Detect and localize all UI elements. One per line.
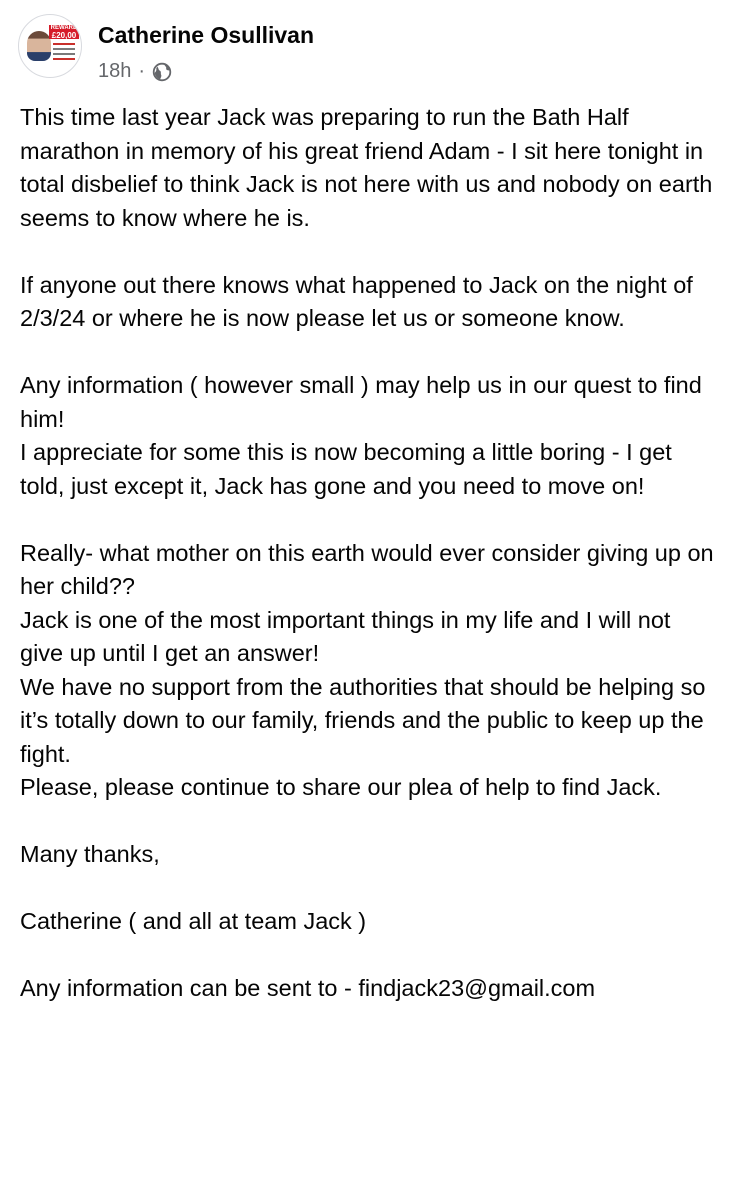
post-line: Please, please continue to share our plea of help to find Jack. bbox=[20, 774, 662, 800]
contact-line[interactable]: Any information can be sent to - findjack23@gmail.com bbox=[20, 975, 596, 1001]
meta-separator: · bbox=[138, 60, 146, 82]
paragraph-gap bbox=[20, 939, 720, 973]
post-line: If anyone out there knows what happened to Jack on the night of 2/3/24 or where he is now please let us or someone know. bbox=[20, 271, 693, 331]
paragraph-gap bbox=[20, 235, 720, 269]
post-line: This time last year Jack was preparing to run the Bath Half marathon in memory of his great friend Adam - I sit here tonight in total disbelief to think Jack is not here with us and nobody on earth seems to know where he is. bbox=[20, 104, 713, 231]
avatar-reward-badge bbox=[49, 25, 79, 39]
post-line: Catherine ( and all at team Jack ) bbox=[20, 908, 367, 934]
avatar-reward-label: REWARD bbox=[50, 25, 78, 31]
post-line: We have no support from the authorities that should be helping so it’s totally down to our family, friends and the public to keep up the fight. bbox=[20, 673, 706, 767]
globe-icon[interactable] bbox=[152, 62, 172, 82]
paragraph-gap bbox=[20, 336, 720, 370]
post-line: Any information ( however small ) may help us in our quest to find him! bbox=[20, 372, 702, 432]
post-header bbox=[18, 14, 718, 94]
avatar-photo bbox=[27, 31, 51, 61]
avatar-reward-amount: £20,00 bbox=[51, 31, 77, 40]
post-body bbox=[20, 101, 720, 1006]
author-name[interactable]: Catherine Osullivan bbox=[98, 22, 315, 48]
post-timestamp[interactable]: 18h bbox=[98, 60, 132, 82]
avatar-poster-text bbox=[53, 43, 75, 67]
post-meta bbox=[98, 60, 172, 83]
paragraph-gap bbox=[20, 805, 720, 839]
paragraph-gap bbox=[20, 872, 720, 906]
avatar[interactable] bbox=[18, 14, 82, 78]
post-line: Jack is one of the most important things in my life and I will not give up until I get an answer! bbox=[20, 606, 671, 666]
post-line: I appreciate for some this is now becoming a little boring - I get told, just except it, Jack has gone and you need to move on! bbox=[20, 439, 672, 499]
post-line: Really- what mother on this earth would ever consider giving up on her child?? bbox=[20, 539, 714, 599]
post-line: Many thanks, bbox=[20, 841, 160, 867]
paragraph-gap bbox=[20, 503, 720, 537]
